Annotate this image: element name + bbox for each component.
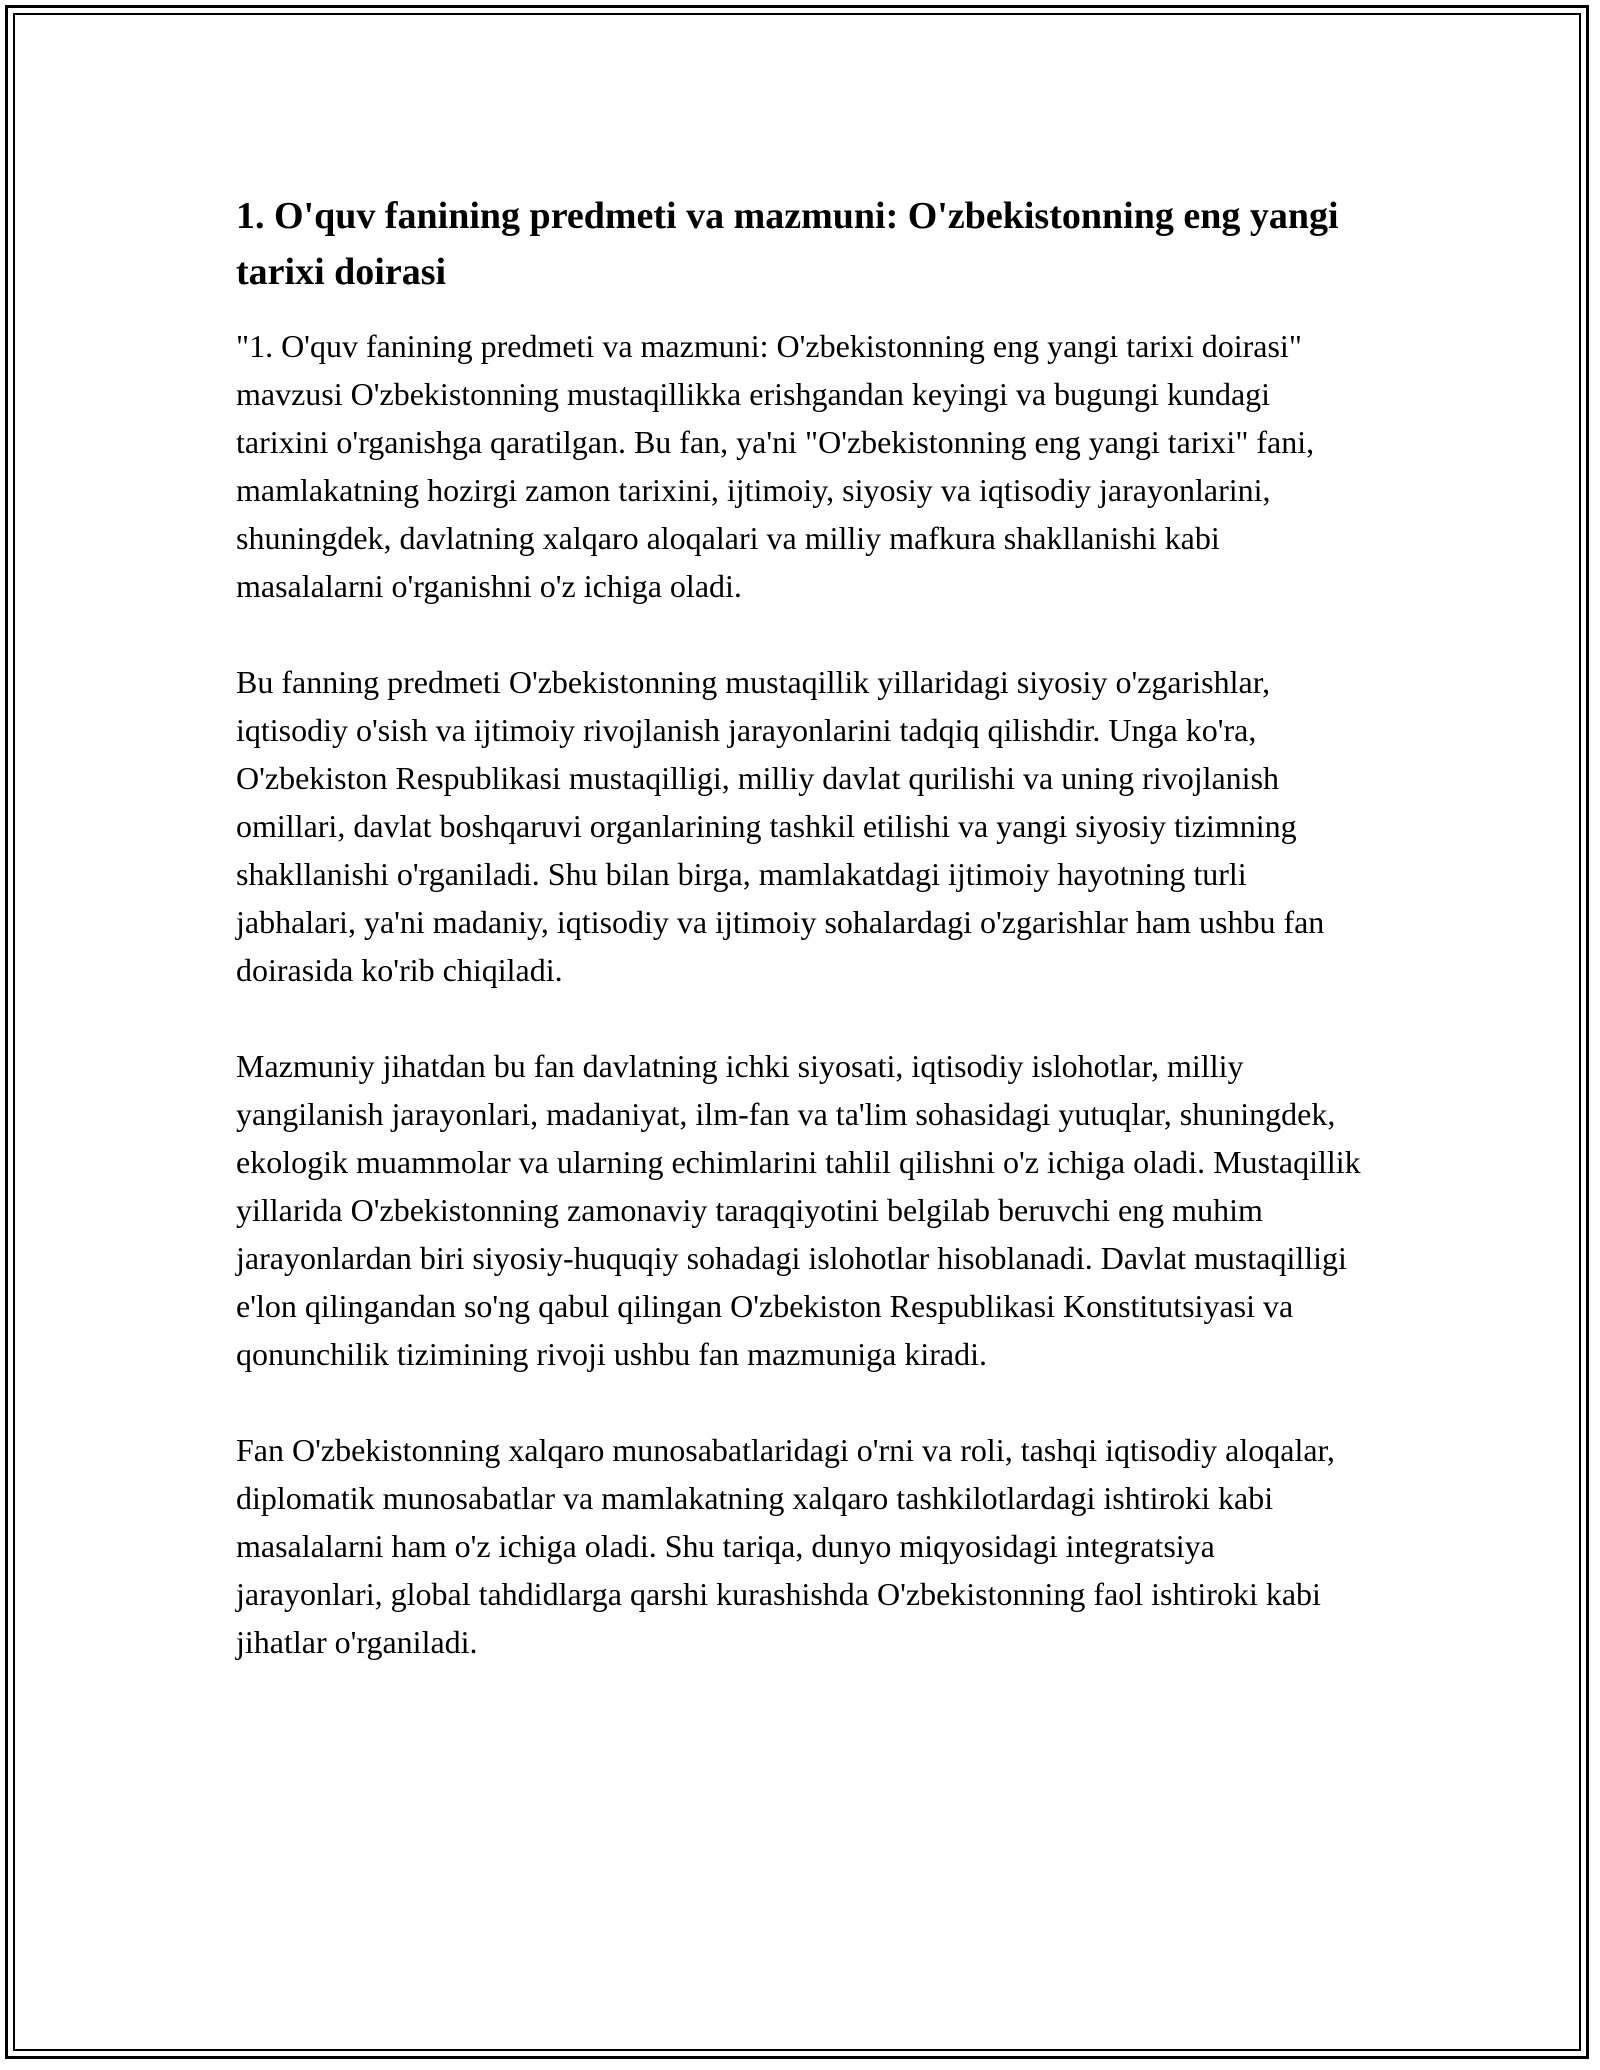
paragraph-2: Bu fanning predmeti O'zbekistonning mustaqillik yillaridagi siyosiy o'zgarishlar, iqtisodiy o'sish va ijtimoiy rivojlanish jarayonlarini tadqiq qilishdir. Unga ko'ra, O'zbekiston Respublikasi mustaqilligi, milliy davlat qurilishi va uning rivojlanish omillari, davlat boshqaruvi organlarining tashkil etilishi va yangi siyosiy tizimning shakllanishi o'rganiladi. Shu bilan birga, mamlakatdagi ijtimoiy hayotning turli jabhalari, ya'ni madaniy, iqtisodiy va ijtimoiy sohalardagi o'zgarishlar ham ushbu fan doirasida ko'rib chiqiladi. <box>236 664 1325 988</box>
document-body <box>236 188 1364 1714</box>
document-title: 1. O'quv fanining predmeti va mazmuni: O'zbekistonning eng yangi tarixi doirasi <box>236 195 1339 293</box>
paragraph-3: Mazmuniy jihatdan bu fan davlatning ichki siyosati, iqtisodiy islohotlar, milliy yangilanish jarayonlari, madaniyat, ilm-fan va ta'lim sohasidagi yutuqlar, shuningdek, ekologik muammolar va ularning echimlarini tahlil qilishni o'z ichiga oladi. Mustaqillik yillarida O'zbekistonning zamonaviy taraqqiyotini belgilab beruvchi eng muhim jarayonlardan biri siyosiy-huquqiy sohadagi islohotlar hisoblanadi. Davlat mustaqilligi e'lon qilingandan so'ng qabul qilingan O'zbekiston Respublikasi Konstitutsiyasi va qonunchilik tizimining rivoji ushbu fan mazmuniga kiradi. <box>236 1048 1361 1372</box>
paragraph-1: "1. O'quv fanining predmeti va mazmuni: O'zbekistonning eng yangi tarixi doirasi" mavzusi O'zbekistonning mustaqillikka erishgandan keyingi va bugungi kundagi tarixini o'rganishga qaratilgan. Bu fan, ya'ni "O'zbekistonning eng yangi tarixi" fani, mamlakatning hozirgi zamon tarixini, ijtimoiy, siyosiy va iqtisodiy jarayonlarini, shuningdek, davlatning xalqaro aloqalari va milliy mafkura shakllanishi kabi masalalarni o'rganishni o'z ichiga oladi. <box>236 328 1315 604</box>
paragraph-4: Fan O'zbekistonning xalqaro munosabatlaridagi o'rni va roli, tashqi iqtisodiy aloqalar, diplomatik munosabatlar va mamlakatning xalqaro tashkilotlardagi ishtiroki kabi masalalarni ham o'z ichiga oladi. Shu tariqa, dunyo miqyosidagi integratsiya jarayonlari, global tahdidlarga qarshi kurashishda O'zbekistonning faol ishtiroki kabi jihatlar o'rganiladi. <box>236 1432 1335 1660</box>
